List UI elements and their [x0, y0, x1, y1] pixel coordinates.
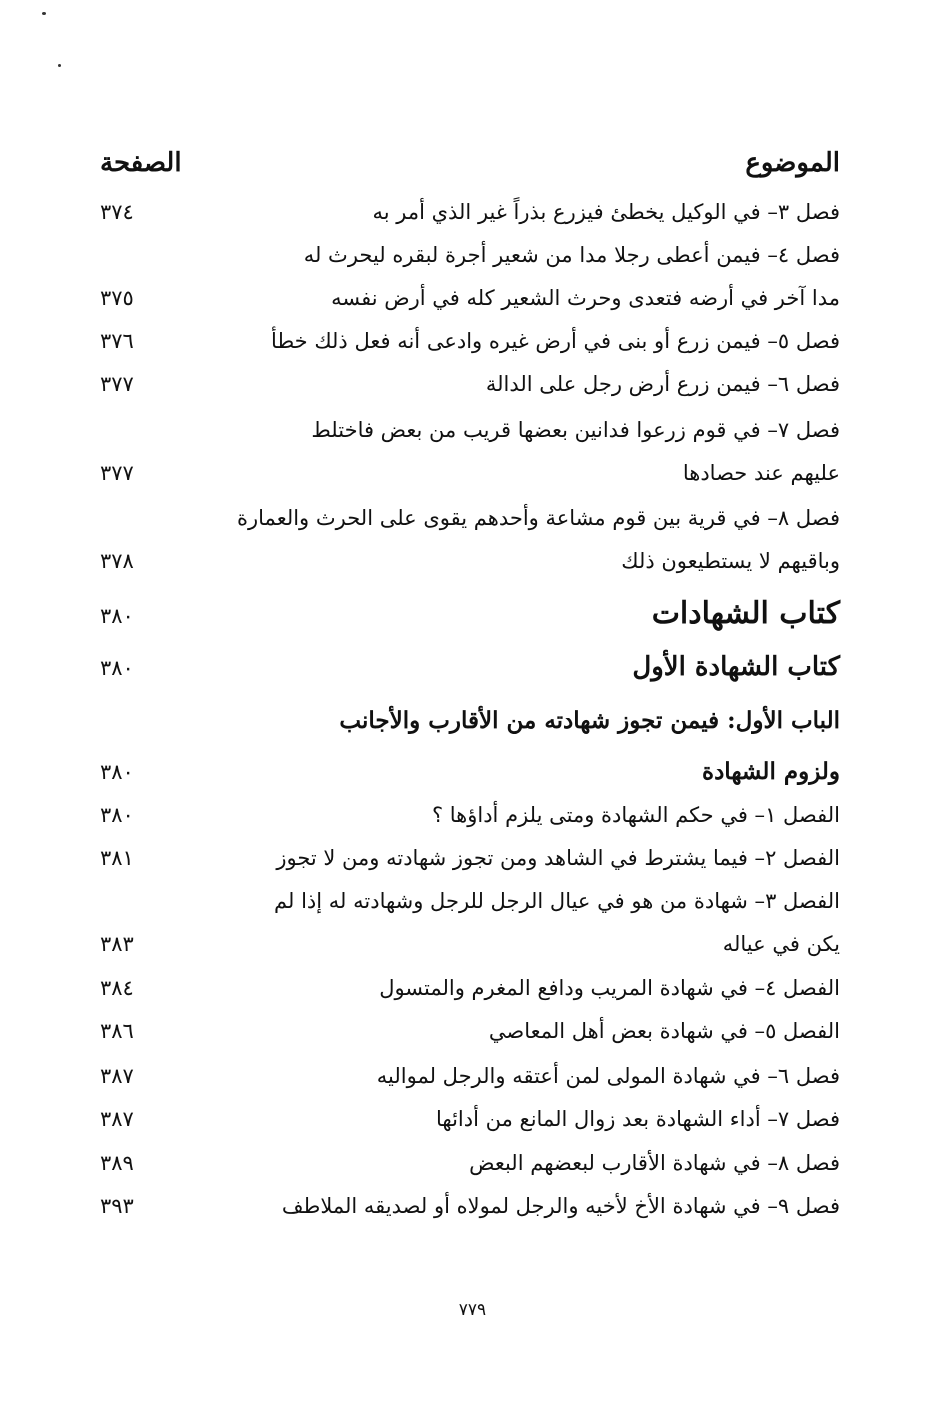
entry-page: ٣٨١ — [100, 846, 134, 870]
entry-title: فصل ٤– فيمن أعطى رجلا مدا من شعير أجرة لبقره ليحرث له — [303, 243, 840, 267]
entry-title: فصل ٦– في شهادة المولى لمن أعتقه والرجل لمواليه — [376, 1064, 840, 1088]
toc-entry — [100, 1151, 840, 1175]
toc-entry — [100, 976, 840, 1000]
entry-page: ٣٩٣ — [100, 1194, 134, 1218]
entry-page: ٣٨٩ — [100, 1151, 134, 1175]
toc-entry — [100, 286, 840, 310]
toc-entry — [100, 1107, 840, 1131]
toc-entry — [100, 1019, 840, 1043]
entry-title: الفصل ٥– في شهادة بعض أهل المعاصي — [488, 1019, 840, 1043]
entry-page: ٣٨٠ — [100, 760, 134, 784]
entry-title: وباقيهم لا يستطيعون ذلك — [621, 549, 840, 573]
entry-page: ٣٧٤ — [100, 200, 134, 224]
entry-title: الفصل ٣– شهادة من هو في عيال الرجل للرجل وشهادته له إذا لم — [274, 889, 840, 913]
entry-page: ٣٧٥ — [100, 286, 134, 310]
chapter-title: الباب الأول: فيمن تجوز شهادته من الأقارب والأجانب — [339, 707, 840, 734]
entry-title: فصل ٧– أداء الشهادة بعد زوال المانع من أدائها — [436, 1107, 840, 1131]
entry-title: الفصل ١– في حكم الشهادة ومتى يلزم أداؤها ؟ — [431, 803, 840, 827]
entry-title: فصل ٩– في شهادة الأخ لأخيه والرجل لمولاه أو لصديقه الملاطف — [281, 1194, 840, 1218]
entry-page: ٣٧٦ — [100, 329, 134, 353]
entry-page: ٣٨٦ — [100, 1019, 134, 1043]
entry-title: الفصل ٢– فيما يشترط في الشاهد ومن تجوز شهادته ومن لا تجوز — [276, 846, 840, 870]
toc-entry — [100, 846, 840, 870]
toc-book-heading — [100, 596, 840, 631]
toc-entry — [100, 418, 840, 442]
entry-title: فصل ٨– في قرية بين قوم مشاعة وأحدهم يقوى على الحرث والعمارة — [237, 506, 840, 530]
toc-entry — [100, 889, 840, 913]
entry-title: فصل ٨– في شهادة الأقارب لبعضهم البعض — [469, 1151, 840, 1175]
toc-entry — [100, 932, 840, 956]
entry-title: فصل ٦– فيمن زرع أرض رجل على الدالة — [485, 372, 840, 396]
entry-page: ٣٨٠ — [100, 604, 134, 628]
toc-entry — [100, 1064, 840, 1088]
entry-title: فصل ٥– فيمن زرع أو بنى في أرض غيره وادعى أنه فعل ذلك خطأ — [271, 329, 840, 353]
entry-title: فصل ٣– في الوكيل يخطئ فيزرع بذراً غير الذي أمر به — [372, 200, 840, 224]
page-column-header: الصفحة — [100, 148, 182, 178]
chapter-title: ولزوم الشهادة — [702, 758, 840, 785]
entry-title: يكن في عياله — [722, 932, 840, 956]
entry-page: ٣٨٠ — [100, 656, 134, 680]
entry-page: ٣٨٧ — [100, 1107, 134, 1131]
entry-page: ٣٨٤ — [100, 976, 134, 1000]
entry-page: ٣٧٧ — [100, 372, 134, 396]
entry-page: ٣٨٣ — [100, 932, 134, 956]
entry-title: مدا آخر في أرضه فتعدى وحرث الشعير كله في أرض نفسه — [331, 286, 840, 310]
toc-entry — [100, 506, 840, 530]
toc-entry — [100, 372, 840, 396]
page-number: ٧٧٩ — [458, 1300, 487, 1320]
book-title: كتاب الشهادات — [651, 596, 840, 631]
toc-entry — [100, 1194, 840, 1218]
toc-entry — [100, 243, 840, 267]
entry-page: ٣٨٠ — [100, 803, 134, 827]
entry-title: الفصل ٤– في شهادة المريب ودافع المغرم والمتسول — [379, 976, 840, 1000]
toc-header — [100, 148, 840, 178]
topic-column-header: الموضوع — [745, 148, 840, 178]
toc-entry — [100, 549, 840, 573]
toc-entry — [100, 803, 840, 827]
toc-entry — [100, 329, 840, 353]
toc-entry — [100, 200, 840, 224]
toc-subbook-heading — [100, 652, 840, 682]
entry-page: ٣٨٧ — [100, 1064, 134, 1088]
entry-title: فصل ٧– في قوم زرعوا فدانين بعضها قريب من بعض فاختلط — [311, 418, 840, 442]
toc-entry — [100, 461, 840, 485]
entry-page: ٣٧٧ — [100, 461, 134, 485]
scan-speck — [58, 64, 61, 67]
toc-chapter-heading — [100, 758, 840, 785]
subbook-title: كتاب الشهادة الأول — [632, 652, 840, 682]
scan-speck — [42, 12, 46, 15]
entry-title: عليهم عند حصادها — [682, 461, 840, 485]
toc-chapter-heading — [100, 707, 840, 734]
entry-page: ٣٧٨ — [100, 549, 134, 573]
